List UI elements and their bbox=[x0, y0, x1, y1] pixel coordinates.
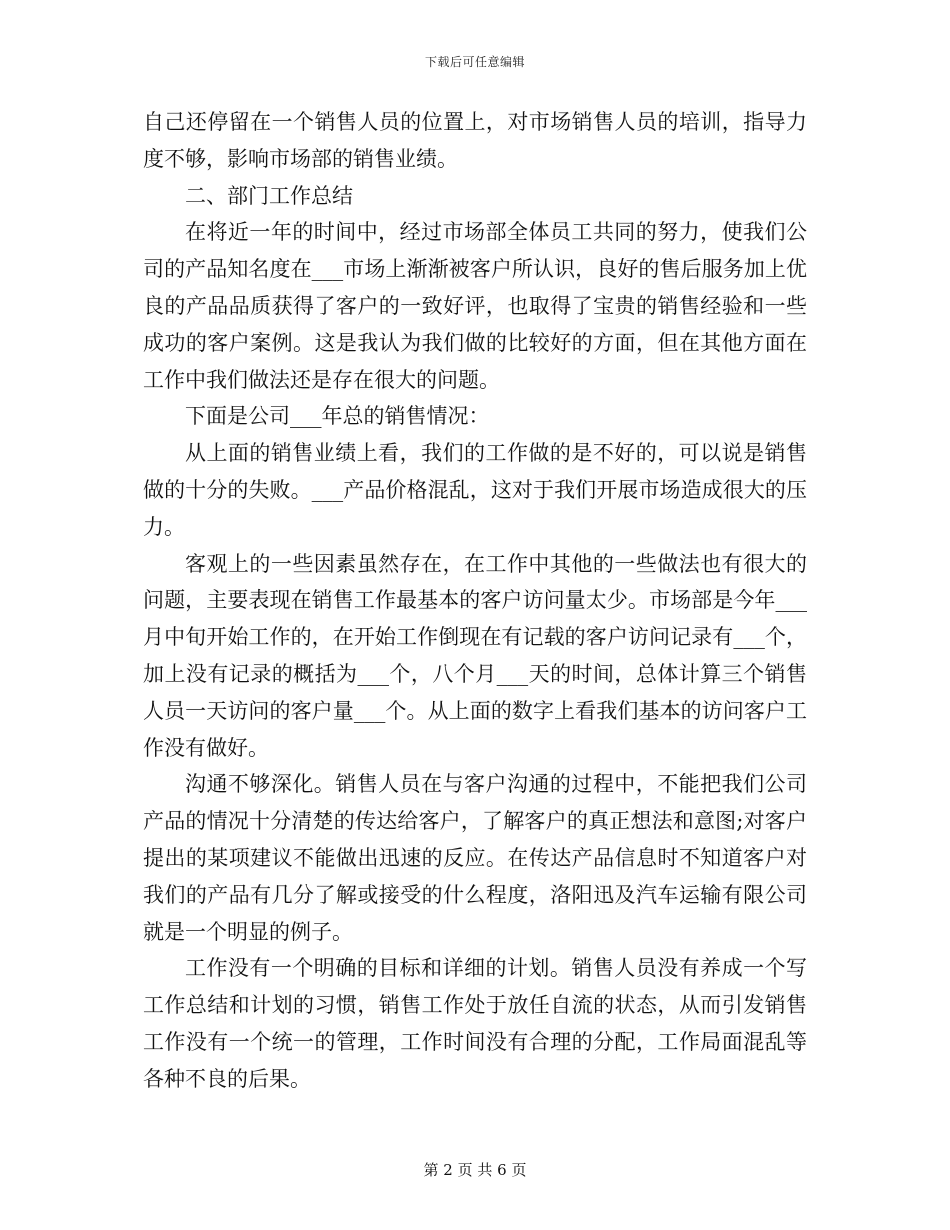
paragraph-sales-result: 从上面的销售业绩上看，我们的工作做的是不好的，可以说是销售做的十分的失败。___产品价格混乱，这对于我们开展市场造成很大的压力。 bbox=[143, 441, 807, 539]
paragraph-summary: 在将近一年的时间中，经过市场部全体员工共同的努力，使我们公司的产品知名度在___市场上渐渐被客户所认识，良好的售后服务加上优良的产品品质获得了客户的一致好评，也取得了宝贵的销售经验和一些成功的客户案例。这是我认为我们做的比较好的方面，但在其他方面在工作中我们做法还是存在很大的问题。 bbox=[143, 220, 807, 392]
paragraph-communication: 沟通不够深化。销售人员在与客户沟通的过程中，不能把我们公司产品的情况十分清楚的传达给客户，了解客户的真正想法和意图;对客户提出的某项建议不能做出迅速的反应。在传达产品信息时不知道客户对我们的产品有几分了解或接受的什么程度，洛阳迅及汽车运输有限公司就是一个明显的例子。 bbox=[143, 772, 807, 944]
document-body bbox=[143, 104, 807, 1098]
section-heading: 二、部门工作总结 bbox=[185, 183, 353, 208]
paragraph-continuation: 自己还停留在一个销售人员的位置上，对市场销售人员的培训，指导力度不够，影响市场部的销售业绩。 bbox=[143, 110, 807, 171]
page-header: 下载后可任意编辑 bbox=[424, 55, 525, 69]
paragraph-planning: 工作没有一个明确的目标和详细的计划。销售人员没有养成一个写工作总结和计划的习惯，销售工作处于放任自流的状态，从而引发销售工作没有一个统一的管理，工作时间没有合理的分配，工作局面混乱等各种不良的后果。 bbox=[143, 956, 807, 1091]
paragraph-sales-intro: 下面是公司___年总的销售情况： bbox=[185, 404, 490, 429]
paragraph-client-visits: 客观上的一些因素虽然存在，在工作中其他的一些做法也有很大的问题，主要表现在销售工作最基本的客户访问量太少。市场部是今年___月中旬开始工作的，在开始工作倒现在有记载的客户访问记录有___个，加上没有记录的概括为___个，八个月___天的时间，总体计算三个销售人员一天访问的客户量___个。从上面的数字上看我们基本的访问客户工作没有做好。 bbox=[143, 551, 807, 760]
page-number: 第 2 页 共 6 页 bbox=[423, 1161, 527, 1179]
